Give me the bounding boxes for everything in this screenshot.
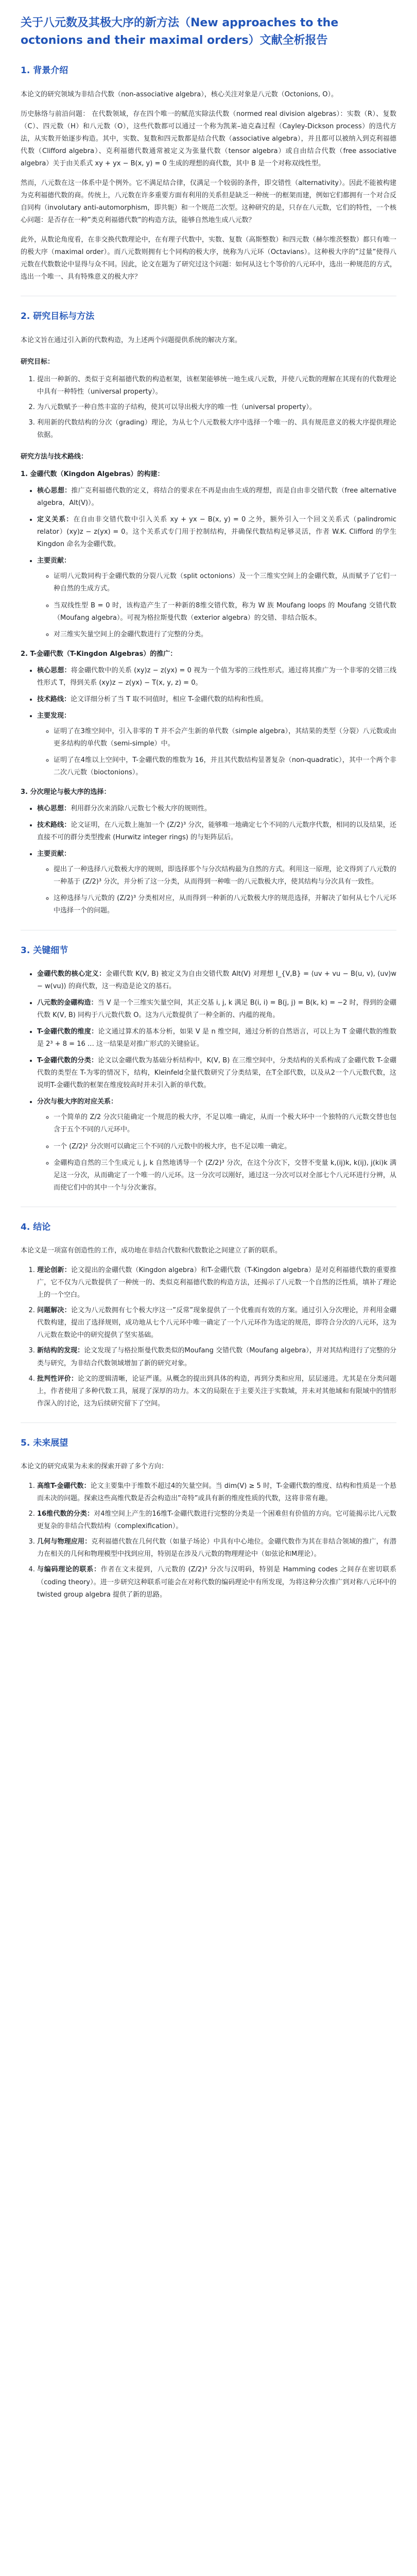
- goal-item: 1. 提出一种新的、类似于克利福德代数的构造框架，该框架能够统一地生成八元数，并使八元数的理解在其现有的代数理论中具有一种特性（universal property）。: [37, 374, 396, 398]
- nested-list: [37, 570, 396, 640]
- item-label: 与编码理论的联系：: [37, 1566, 101, 1574]
- method-block: [21, 468, 396, 641]
- item-label: 主要发现：: [37, 711, 71, 720]
- method-point: [37, 848, 396, 917]
- conclusions-list: [21, 1264, 396, 1410]
- details-list: [21, 968, 396, 1194]
- item-text: 论文证明，在八元数上施加一个 (Z/2)³ 分次，能够唯一地确定七个不同的八元数序代数，相同的以及结果，还直接不可的群分类型搜索 (Hurwitz integer rings) 的与矩阵层后。: [37, 821, 396, 842]
- detail-item: [37, 968, 396, 993]
- item-text: 论文提出的金硼代数（Kingdon algebra）和T-金硼代数（T-Kingdon algebra）是对克利福德代数的重要推广，它不仅为八元数提供了一种统一的、类似克利福德代数的构造方法，还揭示了八元数一个自然的泛性质，填补了理论上的一个空白。: [37, 1266, 396, 1299]
- section-goals-methods: [21, 309, 396, 917]
- method-point: [37, 803, 396, 815]
- goal-item: 2. 为八元数赋予一种自然丰富的子结构，使其可以导出极大序的唯一性（universal property）。: [37, 401, 396, 414]
- paragraph: 本论文是一项富有创造性的工作，成功地在非结合代数和代数数论之间建立了新的联系。: [21, 1247, 282, 1255]
- paragraph: 本论文的研究领域为非结合代数（non-associative algebra），核心关注对象是八元数（Octonions, O）。: [21, 90, 338, 98]
- paragraph: 然而，八元数在这一体系中是个例外。它不满足结合律，仅满足一个较弱的条件，即交错性（alternativity）。因此不能被构建为克利福德代数的商。传统上，八元数在许多重要方面有利用的关系但是缺乏一种统一的框架而建，例如它们都拥有一个对合反自同构（involutary anti-automorphism，即共轭）和一个规范二次型。这种研究的是，只存在八元数，它们的特性，一个核心问题：是否存在一种”类克利福德代数”的构造方法，能够自然地生成八元数？: [21, 179, 396, 225]
- section-heading: 1. 背景介绍: [21, 65, 68, 76]
- nested-item: ◦ 金硼构造自然的三个生成元 i, j, k 自然地诱导一个 (Z/2)³ 分次，在这个分次下，交替不变量 k,(ij)k, k(ij), j(ki)k 满足这一分次，从而确定了一个唯一的八元环。这一分次可以刚好，通过这一分次可以对全部七个八元环进行分辨，从而使它们中的其中一个与分次兼容。: [54, 1157, 396, 1194]
- item-label: 几何与物理应用：: [37, 1538, 92, 1546]
- method-block: [21, 786, 396, 917]
- item-label: 批判性评价：: [37, 1375, 78, 1383]
- nested-list: [37, 1111, 396, 1194]
- item-text: 论文发现了与格拉斯曼代数类似的Moufang 交错代数（Moufang algebra），并对其结构进行了完整的分类与研究，为非结合代数领域增加了新的研究对象。: [37, 1347, 396, 1367]
- method-title: 1. 金硼代数（Kingdon Algebras）的构建：: [21, 470, 164, 479]
- method-title: 3. 分次理论与极大序的选择：: [21, 788, 111, 796]
- methods-list: [21, 468, 396, 917]
- item-text: 论文的逻辑清晰，论证严谨。从概念的提出到具体的构造，再到分类和应用，层层递进。尤其是在分类问题上，作者使用了多种代数工具，展现了深厚的功力。本文的局限在于主要关注于实数域，并未对其他域和有限域中的情形作深入的讨论，这为后续研究留下了空间。: [37, 1375, 396, 1408]
- item-label: 技术路线：: [37, 695, 71, 703]
- item-text: 在自由非交错代数中引入关系 xy + yx − B(x, y) = 0 之外，额外引入一个回文关系式（palindromic relator）(xy)z − z(yx) = 0。这个关系式专门用于控制结构，并确保代数结构足够灵活，作者 W.K. Clifford 的学生 Kingdon 命名为金硼代数。: [37, 516, 396, 549]
- item-text: 金硼代数 K(V, B) 被定义为自由交错代数 Alt(V) 对理想 I_{V,B} = ⟨uv + vu − B(u, v), (uv)w − w(vu)⟩ 的商代数，这一构造是论文的基石。: [37, 970, 396, 990]
- nested-item: ◦ 一个简单的 Z/2 分次只能确定一个规范的极大序，不足以唯一确定，从而一个极大环中一个独特的八元数交替也包含于五个不同的八元环中。: [54, 1111, 396, 1136]
- item-text: 将金硼代数中的关系 (xy)z − z(yx) = 0 视为一个值为零的三线性形式。通过将其推广为一个非零的交错三线性形式 T，得到关系 (xy)z − z(yx) − T(x, y, z) = 0。: [37, 666, 396, 687]
- detail-item: [37, 1026, 396, 1050]
- conclusion-item: [37, 1264, 396, 1301]
- item-label: T-金硼代数的维度：: [37, 1028, 98, 1036]
- nested-list: [37, 725, 396, 779]
- nested-item: ◦ 证明了在3维空间中，引入非零的 T 并不会产生新的单代数（simple algebra），其结果的类型（分裂）八元数或由更多结构的单代数（semi-simple）中。: [54, 725, 396, 750]
- item-text: 论文为八元数拥有七个极大序这一”反常”现象提供了一个优雅而有效的方案。通过引入分次理论，并利用金硼代数构建，提出了选择规则，成功地从七个八元环中唯一确定了一个八元环作为选定的规范，即符合分次的八元环，这为八元数在数论中的研究提供了坚实基础。: [37, 1307, 396, 1340]
- section-heading: 5. 未来展望: [21, 1437, 68, 1448]
- paragraph: 历史脉络与前沿问题： 在代数领域，存在四个唯一的赋范实除法代数（normed real division algebras）：实数（R）、复数（C）、四元数（H）和八元数（O），这些代数都可以通过一个称为凯莱–迪克森过程（Cayley-Dickson process）的迭代方法，从实数开始逐步构造。其中，实数、复数和四元数都是结合代数（associative algebra），并且都可以被纳入到克利福德代数（Clifford algebra）、克利福德代数通常被定义为张量代数（tensor algebra）或自由结合代数（free associative algebra）关于由关系式 xy + yx − B(x, y) = 0 生成的理想的商代数，其中 B 是一个对称双线性型。: [21, 110, 396, 167]
- method-point: [37, 665, 396, 689]
- item-text: 论文通过算术的基本分析，如果 V 是 n 维空间，通过分析的自然语言，可以上为 T 金硼代数的维数是 2³ + 8 = 16 … 这一结果是对推广形式的关键验证。: [37, 1028, 397, 1048]
- method-point: [37, 693, 396, 706]
- conclusion-item: [37, 1345, 396, 1369]
- document: [21, 0, 396, 1629]
- paragraph: 此外，从数论角度看，在非交换代数理论中，在有理子代数中，实数、复数（高斯整数）和四元数（赫尔维茨整数）都只有唯一的极大序（maximal order）。而八元数则拥有七个同构的极大序，统称为八元环（Octavians）。这种极大序的”过量”使得八元数在代数数论中显得与众不同。因此，论文在题为了研究过这个问题：如何从这七个等价的八元环中，选出一种规范的方式，选出一个唯一、具有特殊意义的极大序？: [21, 236, 396, 281]
- item-text: 对4维空间上产生的16维T-金硼代数进行完整的分类是一个困难但有价值的方向。它可能揭示比八元数更复杂的非结合代数结构（complexification）。: [37, 1510, 396, 1531]
- item-label: 核心思想：: [37, 666, 71, 674]
- item-label: 新结构的发现：: [37, 1347, 84, 1355]
- item-text: 论文详细分析了当 T 取不同值时，相应 T-金硼代数的结构和性质。: [71, 695, 268, 703]
- nested-item: ◦ 一个 (Z/2)² 分次则可以确定三个不同的八元数中的极大序，也不足以唯一确定。: [54, 1141, 396, 1153]
- item-text: 作者在文末提到，八元数的 (Z/2)³ 分次与汉明码，特别是 Hamming codes 之间存在密切联系（coding theory）。进一步研究这种联系可能会在对称代数的编码理论中有所发现，为将这种分次推广到对称八元环中的 twisted group algebra 提供了新的思路。: [37, 1566, 396, 1599]
- section-heading: 4. 结论: [21, 1222, 51, 1232]
- nested-item: ◦ 这种选择与八元数的 (Z/2)³ 分类相对应，从而得到一种新的八元数极大序的规范选择，并解决了如何从七个八元环中选择一个的问题。: [54, 892, 396, 917]
- goals-heading: 研究目标：: [21, 358, 55, 366]
- item-text: 论文以金硼代数为基础分析结构中，K(V, B) 在三维空间中，分类结构的关系构成了金硼代数 T-金硼代数的类型在 T-为零的情况下，结构，Kleinfeld全量代数研究了分类结果，在T全部代数，以及从2一个八元数代数，这说明T-金硼代数的框架在维度较高时并未引入新的单代数。: [37, 1057, 396, 1090]
- method-block: [21, 648, 396, 779]
- nested-item: ◦ 证明了在4维以上空间中，T-金硼代数的维数为 16，并且其代数结构显著复杂（non-quadratic），其中一个两个非二次八元数（bioctonions）。: [54, 754, 396, 779]
- method-point: [37, 555, 396, 640]
- section-background: [21, 63, 396, 283]
- item-label: 高维T-金硼代数：: [37, 1482, 91, 1490]
- nested-item: ◦ 对三维实矢量空间上的金硼代数进行了完整的分类。: [54, 629, 396, 641]
- future-item: [37, 1536, 396, 1561]
- item-text: 当 V 是一个三维实矢量空间，其正交基 i, j, k 满足 B(i, i) = B(j, j) = B(k, k) = −2 时，得到的金硼代数 K(V, B) 同构于八元数代数 O。这为八元数提供了一种全新的、内蕴的视角。: [37, 999, 396, 1020]
- method-title: 2. T-金硼代数（T-Kingdon Algebras）的推广：: [21, 650, 177, 658]
- section-heading: 2. 研究目标与方法: [21, 311, 95, 322]
- detail-item: [37, 997, 396, 1022]
- detail-item: [37, 1055, 396, 1092]
- item-text: 论文主要集中于维数不超过4的矢量空间。当 dim(V) ≥ 5 时，T-金硼代数的维度、结构和性质是一个悬而未决的问题。探索这些高维代数是否会构造出”奇特”或具有新的维度性质的代数，这将非常有趣。: [37, 1482, 397, 1503]
- future-item: [37, 1480, 396, 1505]
- method-point: [37, 819, 396, 844]
- nested-item: ◦ 当双线性型 B = 0 时，该构造产生了一种新的8维交错代数，称为 W 族 Moufang loops 的 Moufang 交错代数（Moufang algebra）。可视为格拉斯曼代数（exterior algebra）的交错、非结合版本。: [54, 600, 396, 624]
- item-label: 核心思想：: [37, 487, 72, 495]
- method-point: [37, 514, 396, 551]
- future-item: [37, 1508, 396, 1533]
- item-label: 定义关系：: [37, 516, 74, 524]
- item-label: 八元数的金硼构造：: [37, 999, 98, 1007]
- section-heading: 3. 关键细节: [21, 945, 68, 956]
- paragraph: 本论文的研究成果为未来的探索开辟了多个方向：: [21, 1463, 168, 1471]
- nested-item: ◦ 提出了一种选择八元数极大序的规则，即选择那个与分次结构最为自然的方式。利用这一原理，论文得到了八元数的一种基于 (Z/2)³ 分次，并分析了这一分类，从而得到一种唯一的八元数极大序，使其结构与分次具有一致性。: [54, 863, 396, 888]
- conclusion-item: [37, 1373, 396, 1410]
- item-text: 推广克利福德代数的定义，将结合的要求在不再是由由生成的理想，而是自由非交错代数（free alternative algebra，Alt(V)）。: [37, 487, 396, 507]
- section-outlook: [21, 1435, 396, 1601]
- item-label: 技术路线：: [37, 821, 71, 829]
- method-point: [37, 485, 396, 510]
- conclusion-item: [37, 1304, 396, 1342]
- method-point: [37, 710, 396, 779]
- page-title: 关于八元数及其极大序的新方法（New approaches to the octonions and their maximal orders）文献全析报告: [21, 16, 339, 47]
- item-label: 问题解决：: [37, 1307, 71, 1315]
- item-label: 主要贡献：: [37, 557, 71, 565]
- item-label: 理论创新：: [37, 1266, 71, 1275]
- item-label: 主要贡献：: [37, 850, 71, 858]
- divider: [21, 1422, 396, 1423]
- item-text: 克利福德代数在几何代数（如量子场论）中具有中心地位。金硼代数作为其在非结合领域的推广，有潜力在相关的几何和物理模型中找到应用，特别是在涉及八元数的物理理论中（如弦论和M理论）。: [37, 1538, 396, 1558]
- method-points: [21, 665, 396, 779]
- nested-list: [37, 863, 396, 917]
- nested-item: ◦ 证明八元数同构于金硼代数的分裂八元数（split octonions）及一个三维实空间上的金硼代数，从而赋予了它们一种自然的生成方式。: [54, 570, 396, 595]
- method-points: [21, 803, 396, 917]
- future-item: [37, 1564, 396, 1601]
- item-label: 分次与极大序的对应关系：: [37, 1098, 118, 1106]
- methods-heading: 研究方法与技术路线：: [21, 453, 88, 461]
- goals-list: [21, 374, 396, 442]
- method-points: [21, 485, 396, 641]
- section-conclusion: [21, 1219, 396, 1410]
- goal-item: 3. 利用新的代数结构的分次（grading）理论，为从七个八元数极大序中选择一个唯一的、具有规范意义的极大序提供理论依据。: [37, 417, 396, 442]
- section-key-details: [21, 943, 396, 1194]
- item-label: T-金硼代数的分类：: [37, 1057, 98, 1065]
- item-label: 金硼代数的核心定义：: [37, 970, 106, 978]
- paragraph: 本论文旨在通过引入新的代数构造，为上述两个问题提供系统的解决方案。: [21, 336, 242, 344]
- item-label: 16维代数的分类：: [37, 1510, 94, 1518]
- item-text: 利用群分次来消除八元数七个极大序的规则性。: [71, 805, 212, 813]
- item-label: 核心思想：: [37, 805, 71, 813]
- future-list: [21, 1480, 396, 1601]
- detail-item: [37, 1096, 396, 1194]
